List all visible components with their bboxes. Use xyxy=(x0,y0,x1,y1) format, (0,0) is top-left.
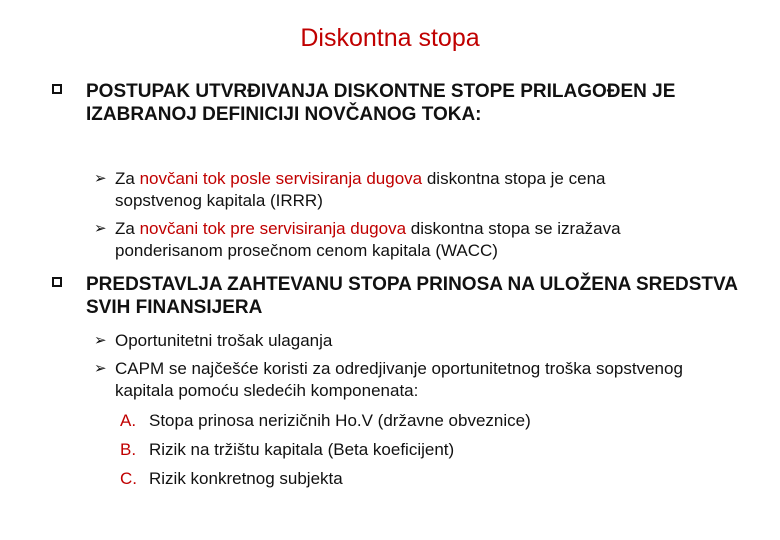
component-text: Rizik konkretnog subjekta xyxy=(149,469,343,488)
component-text: Rizik na tržištu kapitala (Beta koeficijent) xyxy=(149,440,455,459)
arrow-bullet-icon: ➢ xyxy=(94,170,107,187)
section-1-heading-text: POSTUPAK UTVRĐIVANJA DISKONTNE STOPE PRILAGOĐEN JE IZABRANOJ DEFINICIJI NOVČANOG TOKA: xyxy=(86,81,676,125)
section-2-heading-text: PREDSTAVLJA ZAHTEVANU STOPA PRINOSA NA ULOŽENA SREDSTVA SVIH FINANSIJERA xyxy=(86,274,738,318)
checkbox-bullet-icon xyxy=(52,277,62,287)
arrow-bullet-icon: ➢ xyxy=(94,360,107,377)
item-prefix: Za xyxy=(115,219,140,238)
page-title: Diskontna stopa xyxy=(300,24,480,52)
arrow-bullet-icon: ➢ xyxy=(94,332,107,349)
section-2-item-1 xyxy=(94,330,694,352)
item-highlight: novčani tok pre servisiranja dugova xyxy=(139,219,407,238)
component-b xyxy=(120,439,454,461)
item-text: CAPM se najčešće koristi za odredjivanje oportunitetnog troška sopstvenog kapitala pomoću sledećih komponenata: xyxy=(115,359,683,400)
component-a xyxy=(120,410,531,432)
item-rest: diskontna stopa je cena sopstvenog kapitala (IRRR) xyxy=(115,169,606,210)
component-text: Stopa prinosa nerizičnih Ho.V (državne obveznice) xyxy=(149,411,531,430)
section-1-item-2 xyxy=(94,218,694,262)
component-letter: B. xyxy=(120,440,137,459)
item-highlight: novčani tok posle servisiranja dugova xyxy=(139,169,423,188)
section-2-item-2 xyxy=(94,358,694,402)
component-c xyxy=(120,468,343,490)
section-1-item-1 xyxy=(94,168,694,212)
item-rest: diskontna stopa se izražava ponderisanom prosečnom cenom kapitala (WACC) xyxy=(115,219,621,260)
item-prefix: Za xyxy=(115,169,140,188)
component-letter: A. xyxy=(120,411,137,430)
arrow-bullet-icon: ➢ xyxy=(94,220,107,237)
section-2-heading xyxy=(52,273,752,319)
component-letter: C. xyxy=(120,469,137,488)
item-text: Oportunitetni trošak ulaganja xyxy=(115,331,333,350)
checkbox-bullet-icon xyxy=(52,84,62,94)
section-1-heading xyxy=(52,80,752,126)
